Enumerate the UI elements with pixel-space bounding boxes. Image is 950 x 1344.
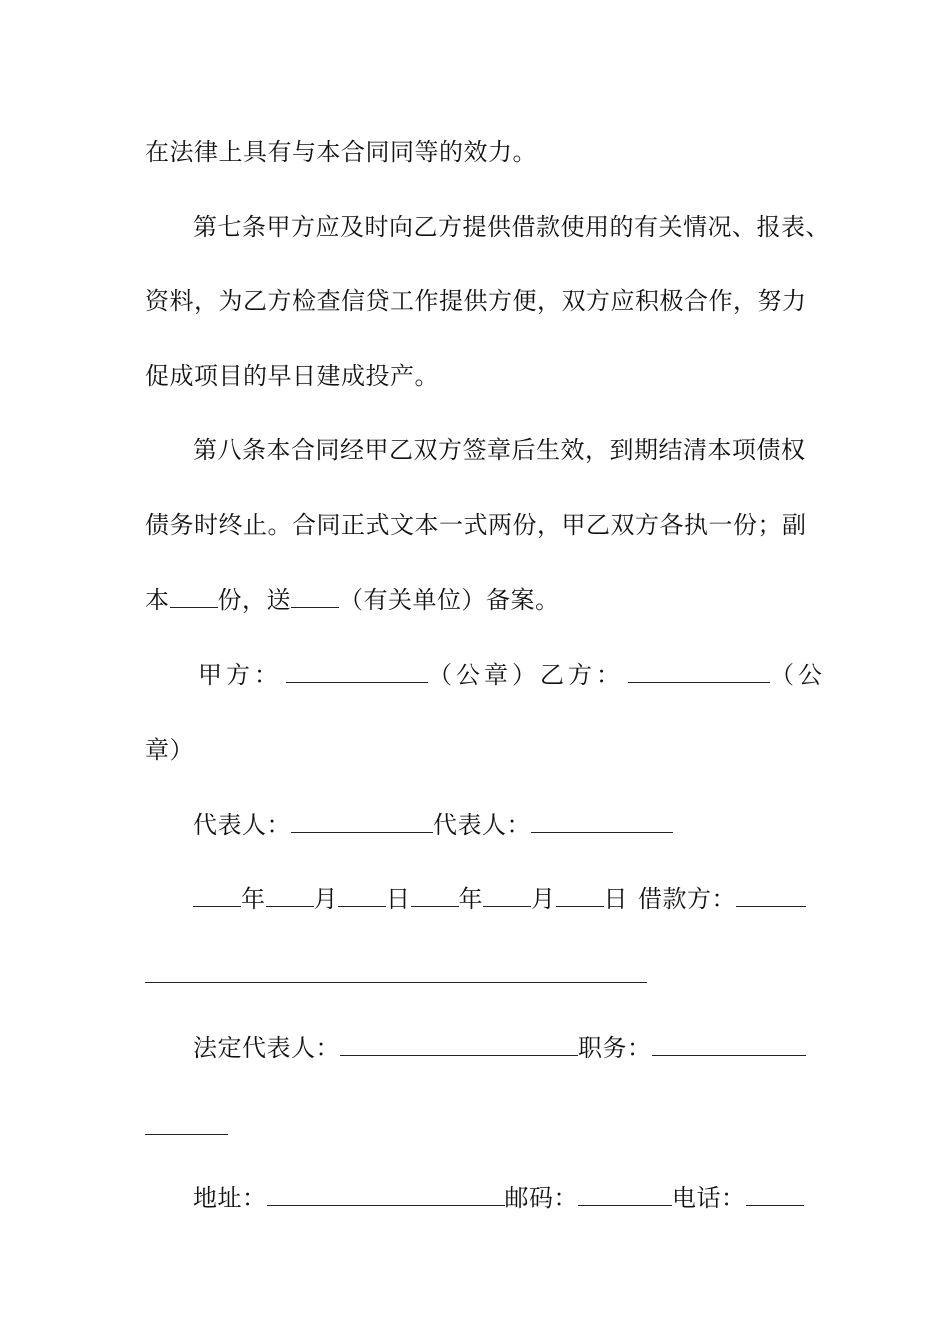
- representative-a-blank: [291, 810, 433, 833]
- year-a-blank: [193, 884, 241, 907]
- month-a-label: 月: [313, 885, 338, 913]
- date-line: [193, 884, 806, 914]
- article-7-line-3: 促成项目的早日建成投产。: [145, 362, 439, 390]
- article-7-line-2: 资料，为乙方检查信贷工作提供方便，双方应积极合作，努力: [145, 287, 807, 315]
- month-b-label: 月: [531, 885, 556, 913]
- article-8-line-1: 第八条本合同经甲乙双方签章后生效，到期结清本项债权: [193, 436, 806, 464]
- month-a-blank: [266, 884, 314, 907]
- phone-blank: [746, 1183, 804, 1206]
- paragraph-line-1: 在法律上具有与本合同同等的效力。: [145, 138, 537, 166]
- year-b-blank: [411, 884, 459, 907]
- copies-send-text: 份，送: [217, 586, 291, 614]
- unit-blank: [291, 585, 339, 608]
- representative-b-blank: [531, 810, 673, 833]
- party-b-seal-label: （公: [770, 661, 826, 689]
- filing-text: （有关单位）备案。: [339, 586, 560, 614]
- lender-blank: [736, 884, 806, 907]
- legal-representative-line: [193, 1033, 806, 1063]
- representative-b-label: 代表人：: [433, 811, 531, 839]
- article-7-line-1: 第七条甲方应及时向乙方提供借款使用的有关情况、报表、: [193, 213, 830, 241]
- seal-line-continued: 章）: [145, 736, 194, 764]
- lender-blank-continued: [145, 960, 647, 983]
- seal-line: [198, 660, 826, 690]
- legal-representative-blank: [340, 1033, 578, 1056]
- position-label: 职务：: [578, 1034, 652, 1062]
- postcode-blank: [578, 1183, 672, 1206]
- year-b-label: 年: [458, 885, 483, 913]
- article-8-line-2: 债务时终止。合同正式文本一式两份，甲乙双方各执一份；副: [145, 511, 807, 539]
- address-label: 地址：: [193, 1184, 267, 1212]
- month-b-blank: [483, 884, 531, 907]
- representative-line: [193, 810, 673, 840]
- party-a-seal-label: （公章）乙方：: [428, 661, 624, 689]
- party-b-blank: [628, 660, 770, 683]
- representative-a-label: 代表人：: [193, 811, 291, 839]
- legal-representative-label: 法定代表人：: [193, 1034, 340, 1062]
- address-blank: [267, 1183, 505, 1206]
- day-a-label: 日: [386, 885, 411, 913]
- day-b-blank: [556, 884, 604, 907]
- position-blank-continued: [145, 1112, 228, 1135]
- position-blank: [652, 1033, 806, 1056]
- day-a-blank: [338, 884, 386, 907]
- article-8-line-3: [145, 585, 560, 615]
- phone-label: 电话：: [672, 1184, 746, 1212]
- lender-label: 借款方：: [638, 885, 736, 913]
- year-a-label: 年: [241, 885, 266, 913]
- copies-prefix: 本: [145, 586, 170, 614]
- party-a-label: 甲方：: [198, 661, 282, 689]
- day-b-label: 日: [603, 885, 628, 913]
- copies-blank: [170, 585, 218, 608]
- party-a-blank: [286, 660, 428, 683]
- postcode-label: 邮码：: [504, 1184, 578, 1212]
- address-line: [193, 1183, 804, 1213]
